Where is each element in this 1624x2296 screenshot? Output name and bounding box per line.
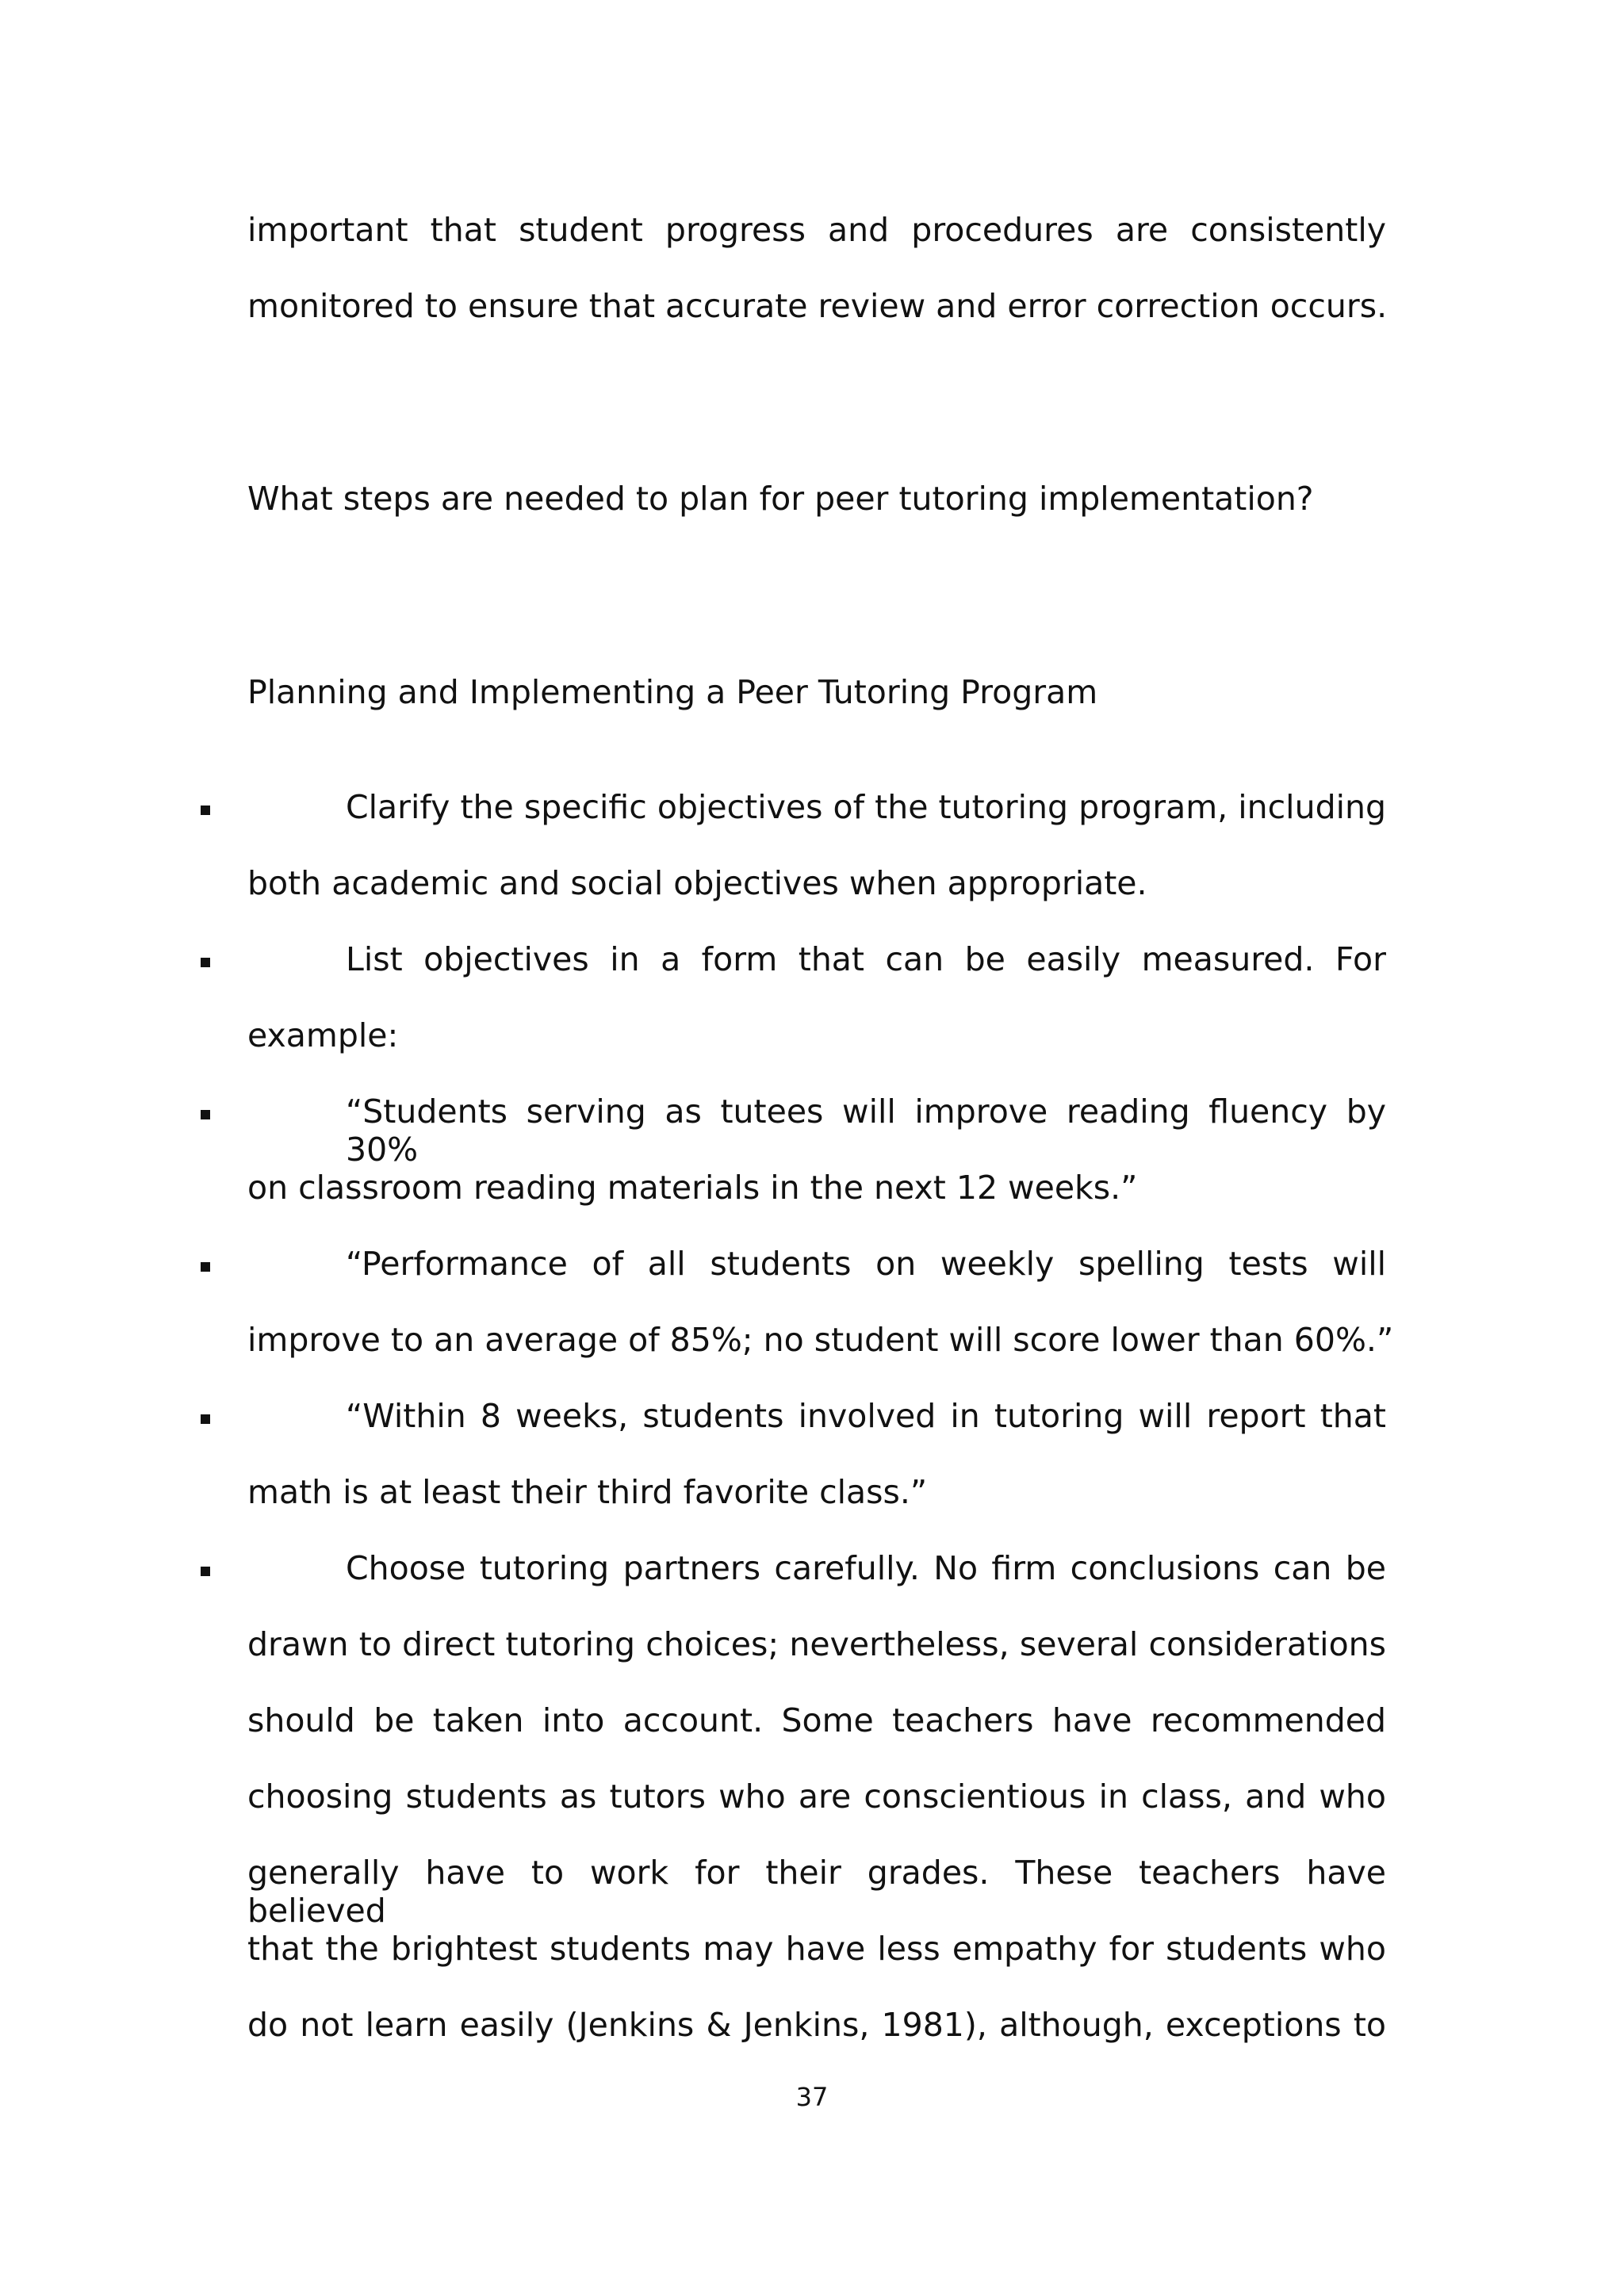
bullet-marker-1	[201, 806, 210, 815]
bullet-5-line-2: math is at least their third favorite class.”	[247, 1473, 928, 1511]
bullet-6-line-7: do not learn easily (Jenkins & Jenkins, 1981), although, exceptions to	[247, 2006, 1386, 2044]
section-heading: Planning and Implementing a Peer Tutoring Program	[247, 673, 1098, 711]
bullet-2-line-1: List objectives in a form that can be easily measured. For	[346, 940, 1386, 978]
bullet-4-line-1: “Performance of all students on weekly spelling tests will	[346, 1245, 1386, 1283]
bullet-1-line-2: both academic and social objectives when appropriate.	[247, 864, 1147, 902]
bullet-marker-2	[201, 958, 210, 967]
bullet-6-line-2: drawn to direct tutoring choices; nevertheless, several considerations	[247, 1625, 1386, 1663]
bullet-1-line-1: Clarify the specific objectives of the tutoring program, including	[346, 788, 1386, 826]
bullet-6-line-3: should be taken into account. Some teachers have recommended	[247, 1701, 1386, 1739]
bullet-6-line-1: Choose tutoring partners carefully. No firm conclusions can be	[346, 1549, 1386, 1587]
bullet-4-line-2: improve to an average of 85%; no student will score lower than 60%.”	[247, 1321, 1394, 1359]
bullet-marker-6	[201, 1567, 210, 1576]
bullet-6-line-4: choosing students as tutors who are conscientious in class, and who	[247, 1777, 1386, 1816]
bullet-6-line-5: generally have to work for their grades. These teachers have believed	[247, 1854, 1386, 1930]
intro-line-1: important that student progress and procedures are consistently	[247, 211, 1386, 249]
bullet-3-line-2: on classroom reading materials in the next 12 weeks.”	[247, 1169, 1138, 1207]
bullet-marker-5	[201, 1414, 210, 1424]
bullet-3-line-1: “Students serving as tutees will improve reading fluency by 30%	[346, 1093, 1386, 1169]
bullet-marker-4	[201, 1262, 210, 1272]
question-heading: What steps are needed to plan for peer tutoring implementation?	[247, 480, 1314, 518]
bullet-5-line-1: “Within 8 weeks, students involved in tutoring will report that	[346, 1397, 1386, 1435]
page-number: 37	[795, 2082, 829, 2112]
intro-line-2: monitored to ensure that accurate review and error correction occurs.	[247, 287, 1388, 325]
bullet-6-line-6: that the brightest students may have less empathy for students who	[247, 1930, 1386, 1968]
bullet-marker-3	[201, 1110, 210, 1119]
bullet-2-line-2: example:	[247, 1016, 399, 1054]
